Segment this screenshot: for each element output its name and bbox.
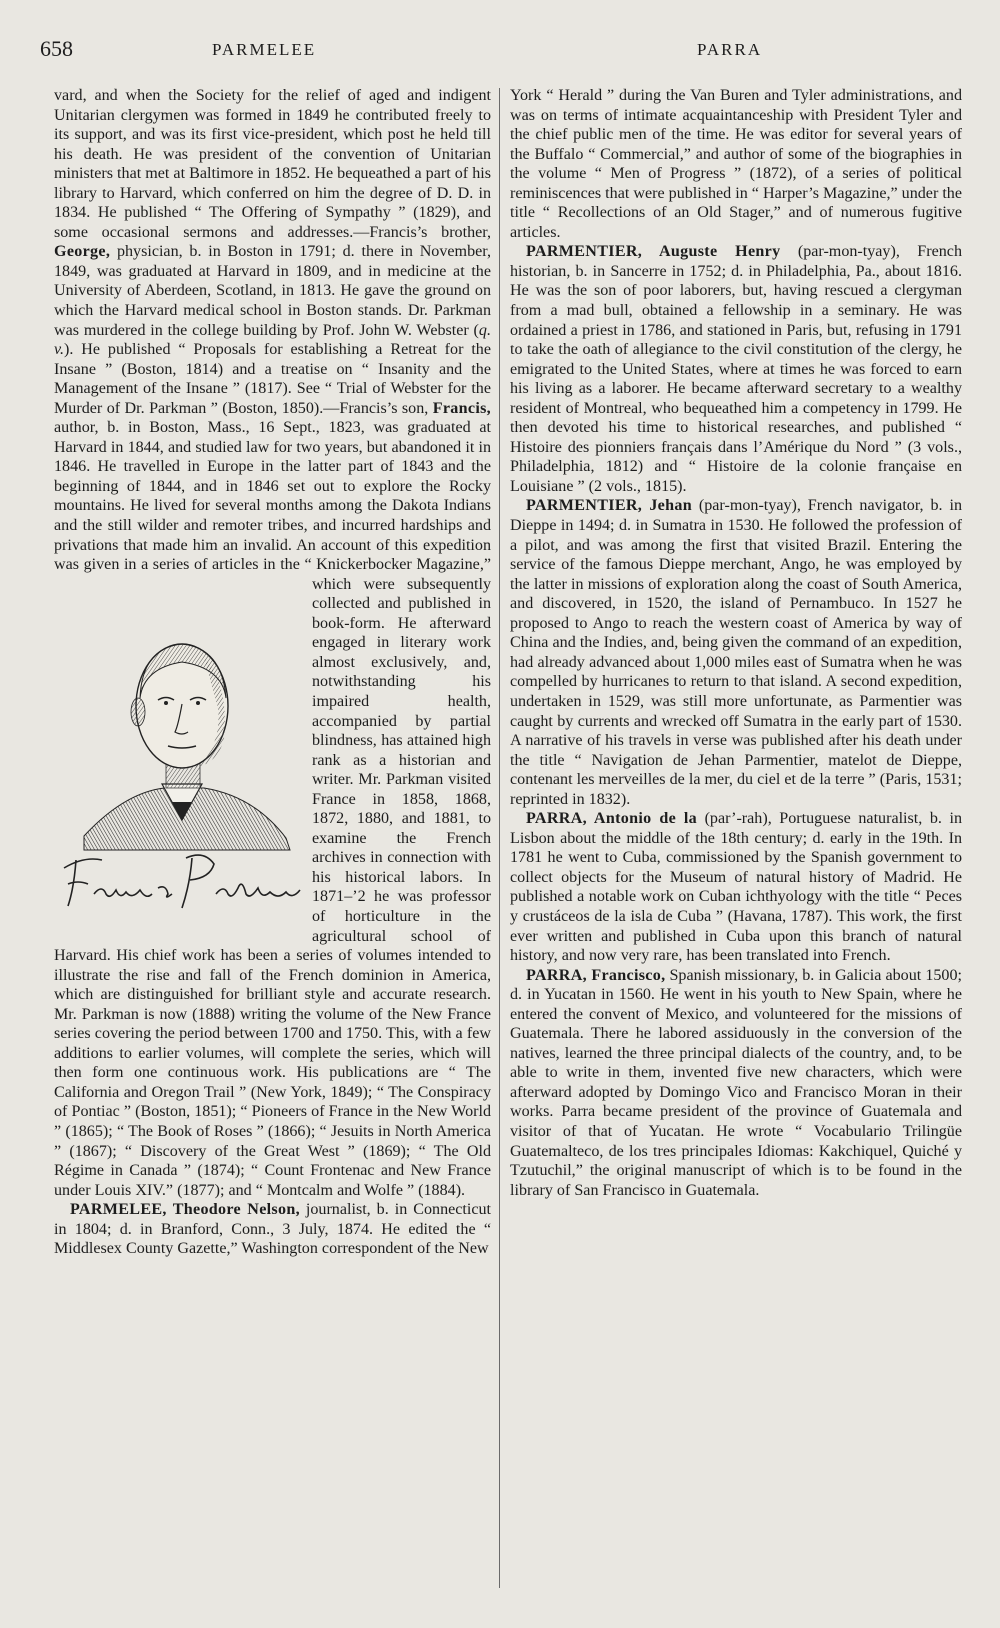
george-name: George, [54,243,111,261]
portrait-engraving [54,588,310,934]
text-run: (par-mon-tyay), French historian, b. in Sancerre in 1752; d. in Philadelphia, Pa., about 1816. He was the son of poor laborers, but, having rescued a clergyman from a mad bull, obtained a fellowship in a seminary. He was ordained a priest in 1786, and stationed in Paris, but, refusing in 1791 to take the oath of allegiance to the civil constitution of the clergy, he emigrated to the United States, where at times he was forced to earn his living as a laborer. He became afterward secretary to a wealthy resident of Montreal, who bequeathed him a competency in 1799. He then devoted his time to historical researches, and published “ Histoire des pionniers français dans l’Amérique du Nord ” (3 vols., Philadelphia, 1812) and “ Histoire de la colonie française en Louisiane ” (2 vols., 1815). [510,243,962,495]
entry-name: PARMENTIER, Jehan [526,497,692,515]
entry-name: PARMENTIER, Auguste Henry [526,243,781,261]
text-run: (par’-rah), Portuguese naturalist, b. in Lisbon about the middle of the 18th century; d. early in the 19th. In 1781 he went to Cuba, commissioned by the Spanish government to collect objects for the Museum of natural history of Madrid. He published a notable work on Cuban ichthyology with the title “ Peces y crustáceos de la isla de Cuba ” (Havana, 1787). This work, the first ever written and published in Cuba upon this branch of natural history, and now very rare, has been translated into French. [510,810,963,965]
parmentier-auguste-entry [510,242,962,496]
parmelee-name: PARMELEE, Theodore Nelson, [70,1201,300,1219]
continued-text: York “ Herald ” during the Van Buren and Tyler administrations, and was on terms of intimate acquaintanceship with President Tyler and the chief public men of the time. He was editor for several years of the Buffalo “ Commercial,” and author of some of the biographies in the volume “ Men of Progress ” (1872), of a series of political reminiscences that were published in “ Harper’s Magazine,” under the title “ Recollections of an Old Stager,” and of numerous fugitive articles. [510,87,962,241]
text-run: author, b. in Boston, Mass., 16 Sept., 1823, was graduated at Harvard in 1844, and studied law for two years, but abandoned it in 1846. He travelled in Europe in the latter part of 1843 and the beginning of 1844, and in 1846 set out to explore the Rocky mountains. He lived for several months among the Dakota Indians and the still wilder and remoter tribes, and incurred hardships and privations that made him an invalid. An account of this expedition was given in a series of articles in the “ Knickerbocker Magazine,” which were subsequently collected and published in book-form. He afterward engaged in literary work almost exclusively, and, notwithstanding his impaired health, accompanied by partial blindness, has attained high rank as a historian and writer. Mr. Parkman visited France in 1858, 1868, 1872, 1880, and 1881, to examine the French archives in connection with his historical labors. In 1871–’2 he was professor of horticulture in the agricultural school of Harvard. His chief work has been a series of volumes intended to illustrate the rise and fall of the French dominion in America, which are distinguished for brilliant style and accurate research. Mr. Parkman is now (1888) writing the volume of the New France series covering the period between 1700 and 1750. This, with a few additions to earlier volumes, will complete the series, which will then form one continuous work. His publications are “ The California and Oregon Trail ” (New York, 1849); “ The Conspiracy of Pontiac ” (Boston, 1851); “ Pioneers of France in the New World ” (1865); “ The Book of Roses ” (1866); “ Jesuits in North America ” (1867); “ Discovery of the Great West ” (1869); “ The Old Régime in Canada ” (1874); “ Count Frontenac and New France under Louis XIV.” (1877); and “ Montcalm and Wolfe ” (1884). [54,419,491,1199]
running-head-right: PARRA [697,40,763,59]
column-divider [499,88,500,1588]
text-run: Spanish missionary, b. in Galicia about 1500; d. in Yucatan in 1560. He went in his youth to New Spain, where he entered the convent of Mexico, and volunteered for the missions of Guatemala. There he labored assiduously in the conversion of the natives, learned the three principal dialects of the country, and, to be able to write in them, invented five new characters, which were afterward adopted by Domingo Vico and Francisco Moran in their works. Parra became president of the province of Guatemala and visitor of that of Yucatan. He wrote “ Vocabulario Trilingüe Guatemalteco, de los tres principales Idiomas: Kakchiquel, Quiché y Tzutuchil,” the original manuscript of which is to be found in the library of San Francisco in Guatemala. [510,966,962,1199]
parkman-portrait-image [54,588,310,934]
page-number: 658 [40,36,73,61]
parra-antonio-entry [510,809,962,965]
text-run: (par-mon-tyay), French navigator, b. in Dieppe in 1494; d. in Sumatra in 1530. He followed the profession of a pilot, and was among the first that visited Brazil. Entering the service of the famous Dieppe merchant, Ango, he was employed by the latter in missions of exploration along the coast of South America, and discovered, in 1520, the island of Pernambuco. In 1527 he proposed to Ango to reach the western coast of America by way of China and the Indies, and, being given the command of an expedition, had already advanced about 1,000 miles east of Sumatra when he was compelled by hurricanes to return to that island. A second expedition, undertaken in 1529, was still more unfortunate, as Parmentier was caught by currents and wrecked off Sumatra in the early part of 1530. A narrative of his travels in verse was published after his death under the title “ Navigation de Jehan Parmentier, matelot de Dieppe, contenant les merveilles de la mer, du ciel et de la terre ” (Paris, 1531; reprinted in 1832). [510,497,962,808]
running-head-left: PARMELEE [212,40,317,59]
text-run: journalist, b. in Connecticut in 1804; d. in Branford, Conn., 3 July, 1874. He edited the “ Middlesex County Gazette,” Washington correspondent of the New [54,1201,492,1258]
text-run: ). He published “ Proposals for establishing a Retreat for the Insane ” (Boston, 1814) and a treatise on “ Insanity and the Management of the Insane ” (1817). See “ Trial of Webster for the Murder of Dr. Parkman ” (Boston, 1850).—Francis’s son, [54,341,491,417]
francis-name: Francis, [432,399,491,417]
parmentier-jehan-entry [510,496,962,809]
parra-francisco-entry [510,966,962,1201]
parmelee-entry [54,1200,491,1259]
text-run: vard, and when the Society for the relief of aged and indigent Unitarian clergymen was formed in 1849 he contributed freely to its support, and was its first vice-president, which post he held till his death. He was president of the convention of Unitarian ministers that met at Baltimore in 1852. He bequeathed a part of his library to Harvard, which conferred on him the degree of D. D. in 1834. He published “ The Offering of Sympathy ” (1829), and some occasional sermons and addresses.—Francis’s brother, [54,87,491,241]
qv-ref: q. v. [54,321,491,359]
entry-name: PARRA, Antonio de la [526,810,698,828]
text-run: physician, b. in Boston in 1791; d. there in November, 1849, was graduated at Harvard in 1809, and in medicine at the University of Aberdeen, Scotland, in 1813. He gave the ground on which the Harvard medical school in Boston stands. Dr. Parkman was murdered in the college building by Prof. John W. Webster ( [54,243,491,339]
page-header [0,36,1000,66]
entry-name: PARRA, Francisco, [526,966,666,984]
right-column [510,86,962,1200]
